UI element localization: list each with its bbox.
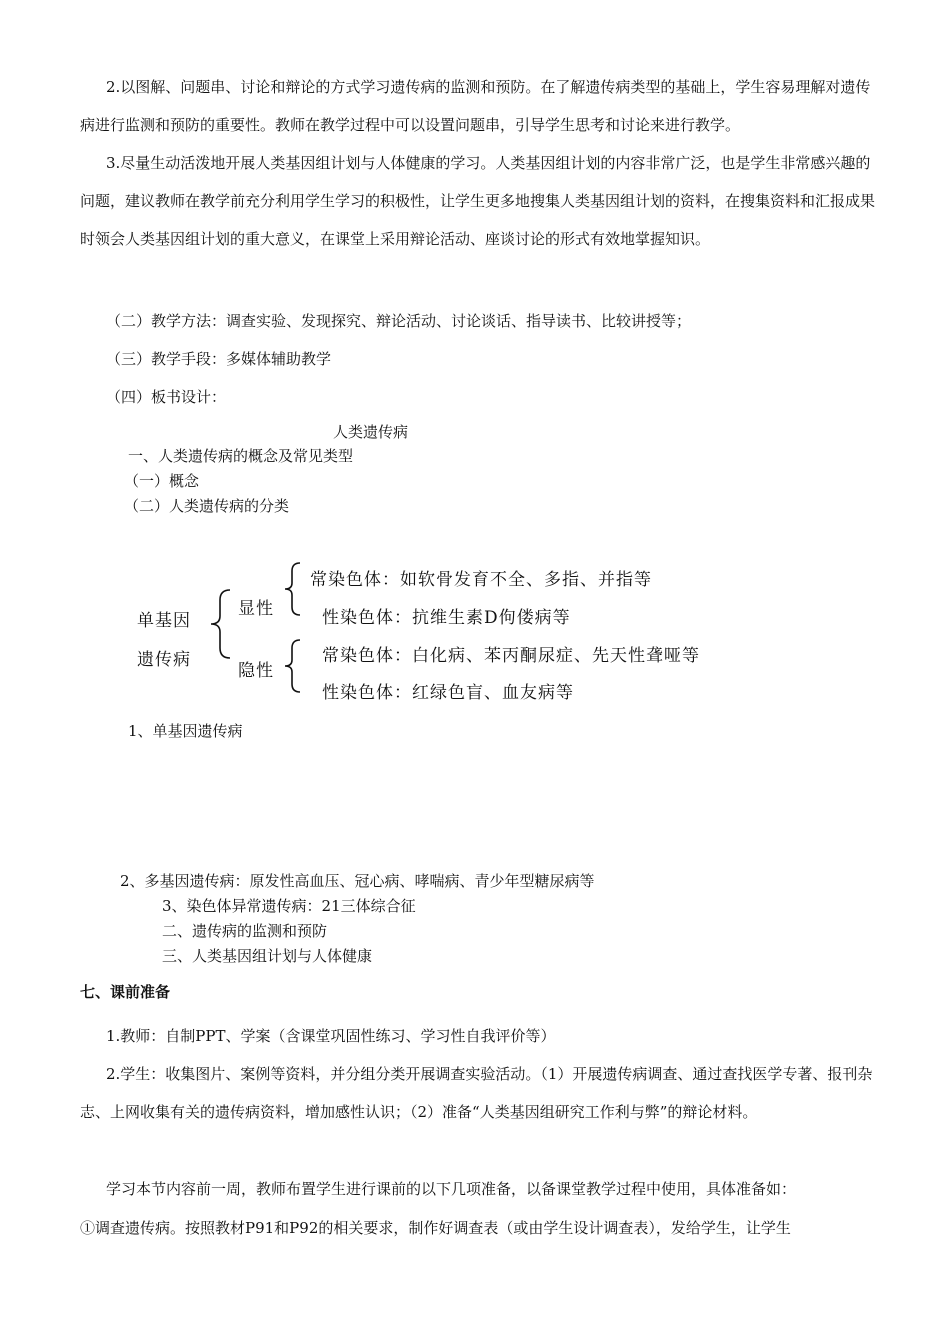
item-monitoring: 二、遗传病的监测和预防 (162, 922, 328, 940)
diagram-dominant: 显性 (238, 599, 274, 619)
dominant-sex-linked: 性染色体：抗维生素D佝偻病等 (322, 608, 571, 628)
board-design-label: （四）板书设计： (106, 388, 227, 406)
dominant-autosomal: 常染色体：如软骨发育不全、多指、并指等 (310, 570, 652, 590)
item-single-gene: 1、单基因遗传病 (128, 722, 243, 740)
item-genome-health: 三、人类基因组计划与人体健康 (162, 947, 373, 965)
teaching-methods: （二）教学方法：调查实验、发现探究、辩论活动、讨论谈话、指导读书、比较讲授等； (106, 312, 692, 330)
paragraph-genome-project (80, 144, 880, 258)
board-classification: （二）人类遗传病的分类 (124, 497, 290, 515)
section-heading-7: 七、课前准备 (80, 983, 171, 1001)
brace-dominant (283, 561, 303, 617)
prep-teacher: 1.教师：自制PPT、学案（含课堂巩固性练习、学习性自我评价等） (106, 1027, 556, 1045)
diagram-root-line2: 遗传病 (137, 650, 191, 670)
recessive-sex-linked: 性染色体：红绿色盲、血友病等 (322, 683, 574, 703)
item-polygenic: 2、多基因遗传病：原发性高血压、冠心病、哮喘病、青少年型糖尿病等 (120, 872, 595, 890)
paragraph-text: 2.学生：收集图片、案例等资料，并分组分类开展调查实验活动。（1）开展遗传病调查、通过查找医学专著、报刊杂志、上网收集有关的遗传病资料，增加感性认识；（2）准备“人类基因组研究工作利与弊”的辩论材料。 (80, 1065, 873, 1121)
paragraph-illustration-method (80, 68, 880, 144)
brace-root (208, 588, 234, 660)
board-title: 人类遗传病 (333, 423, 409, 441)
teaching-means: （三）教学手段：多媒体辅助教学 (106, 350, 332, 368)
item-chromosomal: 3、染色体异常遗传病：21三体综合征 (162, 897, 416, 915)
recessive-autosomal: 常染色体：白化病、苯丙酮尿症、先天性聋哑等 (322, 646, 700, 666)
board-concept: （一）概念 (124, 472, 200, 490)
brace-recessive (283, 638, 303, 694)
paragraph-text: 3.尽量生动活泼地开展人类基因组计划与人体健康的学习。人类基因组计划的内容非常广泛，也是学生非常感兴趣的问题，建议教师在教学前充分利用学生学习的积极性，让学生更多地搜集人类基因组计划的资料，在搜集资料和汇报成果时领会人类基因组计划的重大意义，在课堂上采用辩论活动、座谈讨论的形式有效地掌握知识。 (80, 154, 876, 248)
prep-week-before: 学习本节内容前一周，教师布置学生进行课前的以下几项准备，以备课堂教学过程中使用，具体准备如： (106, 1180, 797, 1198)
prep-survey: ①调查遗传病。按照教材P91和P92的相关要求，制作好调查表（或由学生设计调查表），发给学生，让学生 (80, 1219, 791, 1237)
diagram-root-line1: 单基因 (137, 611, 191, 631)
diagram-recessive: 隐性 (238, 661, 274, 681)
paragraph-text: 2.以图解、问题串、讨论和辩论的方式学习遗传病的监测和预防。在了解遗传病类型的基础上，学生容易理解对遗传病进行监测和预防的重要性。教师在教学过程中可以设置问题串，引导学生思考和讨论来进行教学。 (80, 78, 871, 134)
board-heading-1: 一、人类遗传病的概念及常见类型 (128, 447, 354, 465)
prep-student (80, 1055, 880, 1131)
